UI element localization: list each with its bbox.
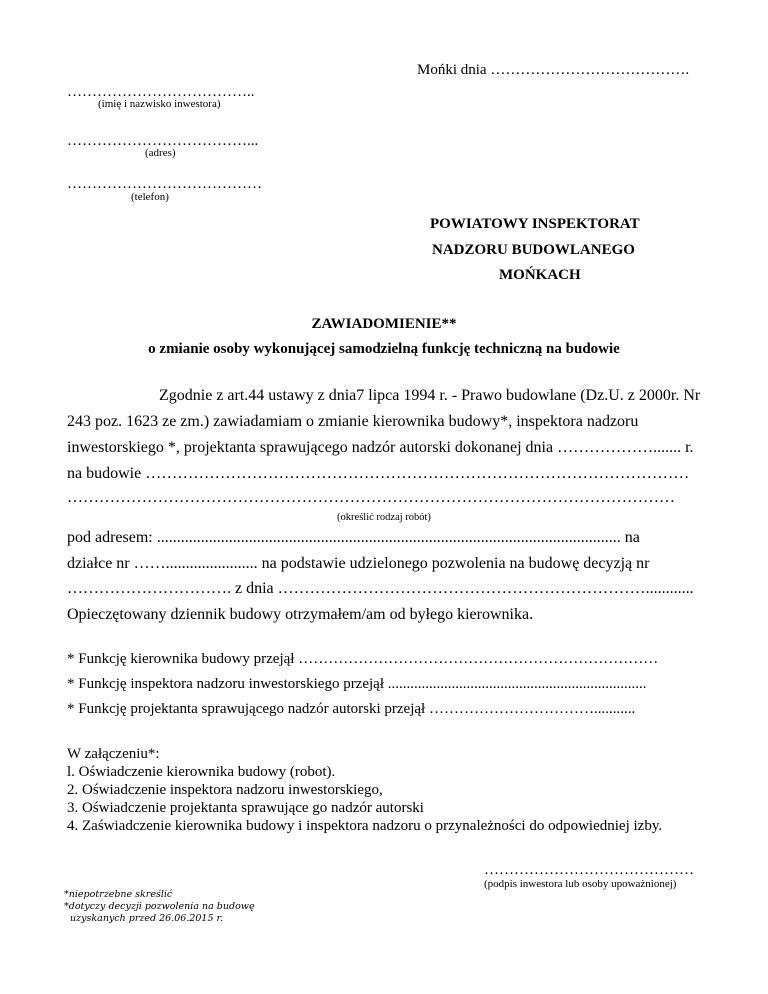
body-line-6: pod adresem: .................................................................................................................... na <box>67 529 640 546</box>
body-line-2: 243 poz. 1623 ze zm.) zawiadamiam o zmianie kierownika budowy*, inspektora nadzoru <box>67 413 639 430</box>
attachments-list <box>67 745 662 835</box>
attachment-item: 4. Zaświadczenie kierownika budowy i inspektora nadzoru o przynależności do odpowiedniej izby. <box>67 818 663 834</box>
authority-line-2: NADZORU BUDOWLANEGO <box>432 242 635 258</box>
signature-caption: (podpis inwestora lub osoby upoważnionej) <box>484 878 677 890</box>
investor-name-caption: (imię i nazwisko inwestora) <box>98 98 221 110</box>
works-type-caption: (określić rodzaj robót) <box>337 512 431 523</box>
investor-name-line: ……………………………….. <box>67 84 255 100</box>
address-line: ………………………………... <box>67 133 259 149</box>
attachment-item: 3. Oświadczenie projektanta sprawujące go nadzór autorski <box>67 800 424 816</box>
attachments-header: W załączeniu*: <box>67 746 160 762</box>
body-line-4: na budowie ………………………………………………………………………………………… <box>67 465 690 482</box>
authority-line-1: POWIATOWY INSPEKTORAT <box>430 216 640 232</box>
document-subtitle: o zmianie osoby wykonującej samodzielną funkcję techniczną na budowie <box>148 341 620 357</box>
place-date-field: Mońki dnia …………………………………. <box>417 62 690 78</box>
phone-caption: (telefon) <box>131 191 169 203</box>
body-line-8: …………………………. z dnia ……………………………………………………………............ <box>67 580 694 597</box>
body-line-1: Zgodnie z art.44 ustawy z dnia7 lipca 1994 r. - Prawo budowlane (Dz.U. z 2000r. Nr <box>159 387 701 404</box>
statement-supervision-inspector: * Funkcję inspektora nadzoru inwestorskiego przejął ..................................................................... <box>67 676 647 692</box>
attachment-item: 2. Oświadczenie inspektora nadzoru inwestorskiego, <box>67 782 383 798</box>
body-line-3: inwestorskiego *, projektanta sprawującego nadzór autorski dokonanej dnia ………………....... r. <box>67 439 694 456</box>
body-line-9: Opieczętowany dziennik budowy otrzymałem/am od byłego kierownika. <box>67 606 534 623</box>
address-caption: (adres) <box>145 147 176 159</box>
document-title: ZAWIADOMIENIE** <box>311 316 457 332</box>
phone-line: ………………………………… <box>67 176 262 192</box>
authority-line-3: MOŃKACH <box>499 267 581 283</box>
attachment-item: l. Oświadczenie kierownika budowy (robot). <box>67 764 336 780</box>
statement-site-manager: * Funkcję kierownika budowy przejął ……………………………………………………………… <box>67 651 659 667</box>
footnote: *dotyczy decyzji pozwolenia na budowę <box>64 901 255 912</box>
footnote: *niepotrzebne skreślić <box>64 889 173 900</box>
body-line-7: działce nr ……....................... na podstawie udzielonego pozwolenia na budowę decyzją nr <box>67 555 650 572</box>
body-line-5: …………………………………………………………………………………………………… <box>67 489 675 506</box>
signature-line: …………………………………… <box>484 862 694 878</box>
statement-designer: * Funkcję projektanta sprawującego nadzór autorski przejął ……………………………........... <box>67 701 636 717</box>
footnote: uzyskanych przed 26.06.2015 r. <box>64 913 224 924</box>
footnotes <box>64 889 255 925</box>
